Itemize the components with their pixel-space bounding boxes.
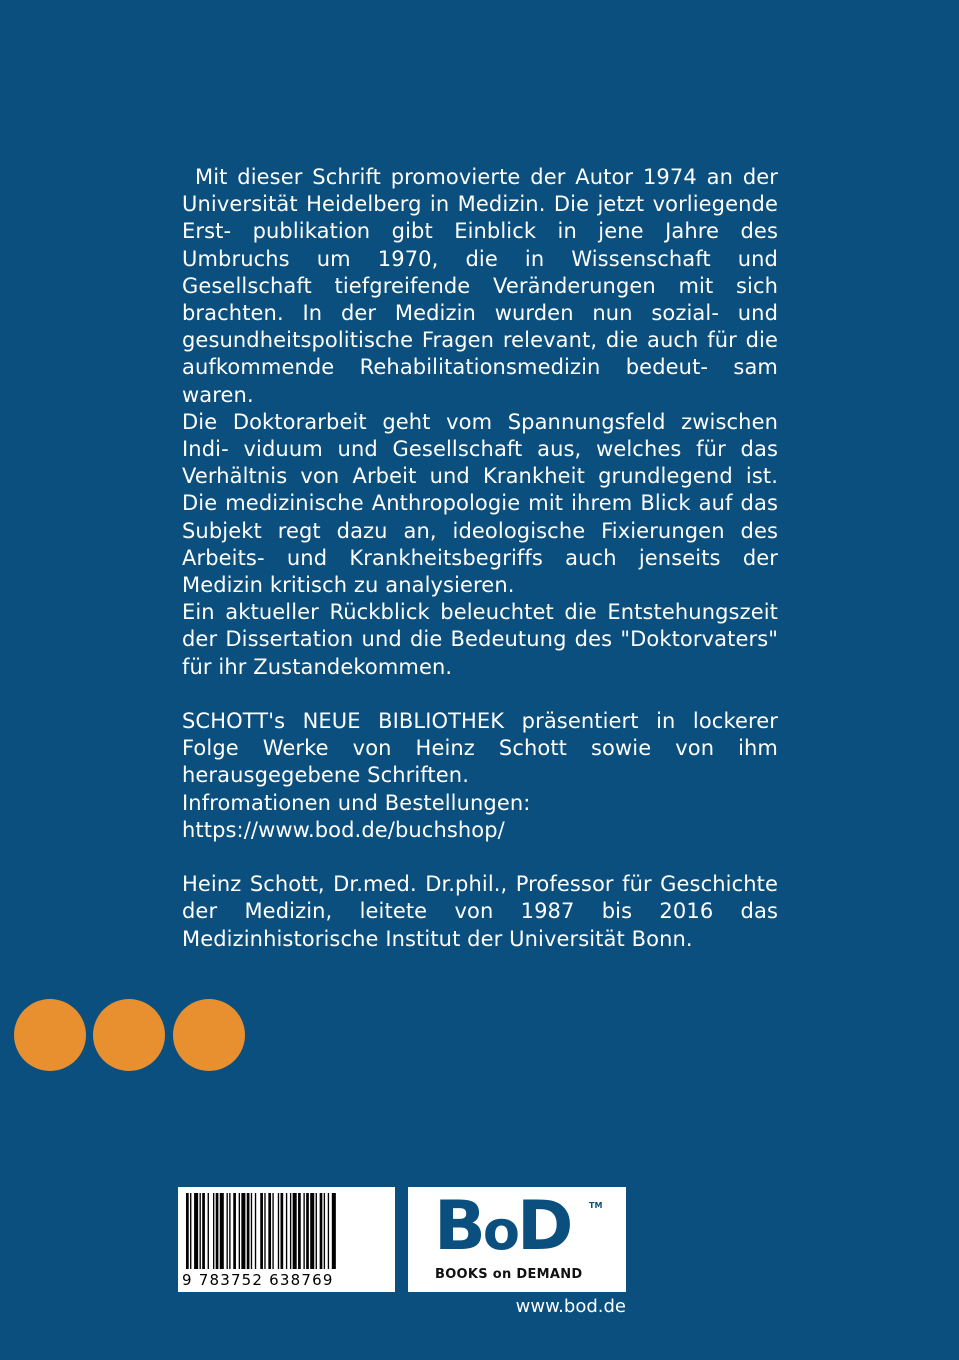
- line: Medizin, leitete von 1987 bis 2016 das Medizinhistorische: [182, 899, 778, 951]
- line: Die Doktorarbeit geht vom Spannungsfeld zwischen Indi-: [182, 409, 778, 462]
- line: auch für die aufkommende Rehabilitationsmedizin bedeut-: [182, 328, 778, 380]
- barcode-bar: [220, 1193, 224, 1269]
- bod-logo-box: [408, 1187, 626, 1292]
- line: Ein aktueller Rückblick beleuchtet die Entstehungszeit der: [182, 600, 778, 652]
- barcode-bar: [320, 1193, 323, 1269]
- bod-logo-o: o: [482, 1199, 517, 1262]
- paragraph-dissertation-intro: [182, 164, 778, 409]
- barcode-bar: [251, 1193, 252, 1269]
- line: Arbeit und Krankheit grundlegend ist. Die medizinische: [182, 464, 778, 516]
- barcode-bar: [194, 1193, 198, 1269]
- barcode-bar: [216, 1193, 219, 1269]
- barcode-bar: [255, 1193, 256, 1269]
- line: Mit dieser Schrift promovierte der Autor 1974 an der: [195, 165, 778, 189]
- barcode-bar: [202, 1193, 205, 1269]
- barcode-bar: [200, 1193, 201, 1269]
- bod-logo: [434, 1187, 571, 1267]
- barcode-bar: [324, 1193, 325, 1269]
- trademark-mark: TM: [589, 1201, 603, 1210]
- barcode-bar: [306, 1193, 309, 1269]
- barcode-bar: [186, 1193, 189, 1269]
- barcode-bar: [286, 1193, 287, 1269]
- barcode-bar: [328, 1193, 329, 1269]
- barcode-bar: [268, 1193, 271, 1269]
- barcode-bar: [281, 1193, 284, 1269]
- barcode-bar: [316, 1193, 317, 1269]
- line: 1970, die in Wissenschaft und Gesellschaft tiefgreifende: [182, 246, 778, 298]
- orange-dot: [93, 999, 165, 1071]
- paragraph-author-bio: [182, 871, 778, 953]
- barcode-bar: [278, 1193, 279, 1269]
- line: ideologische Fixierungen des Arbeits- und Krankheitsbegriffs: [182, 518, 778, 570]
- line: Veränderungen mit sich brachten. In der Medizin wurden: [182, 273, 779, 326]
- line: SCHOTT's NEUE BIBLIOTHEK präsentiert in lockerer Folge: [182, 709, 778, 761]
- barcode-bar: [241, 1193, 245, 1269]
- barcode-bar: [260, 1193, 263, 1269]
- bod-logo-b: B: [434, 1187, 483, 1266]
- barcode-bar: [227, 1193, 228, 1269]
- barcode-bar: [290, 1193, 291, 1269]
- line: Heinz Schott, Dr.med. Dr.phil., Professor für Geschichte der: [182, 872, 778, 924]
- barcode-bar: [190, 1193, 191, 1269]
- line: sam waren.: [182, 355, 778, 407]
- barcode-bar: [303, 1193, 304, 1269]
- barcode-bar: [229, 1193, 230, 1269]
- paragraph-ordering-info: [182, 790, 778, 844]
- paragraph-series: [182, 708, 778, 790]
- ordering-label: Infromationen und Bestellungen:: [182, 790, 531, 815]
- line: Zustandekommen.: [253, 654, 453, 679]
- isbn-barcode: [178, 1187, 395, 1292]
- line: Werke von Heinz Schott sowie von ihm herausgegebene: [182, 736, 778, 788]
- barcode-bar: [298, 1193, 301, 1269]
- barcode-bar: [247, 1193, 250, 1269]
- bod-subtitle: BOOKS on DEMAND: [435, 1267, 583, 1282]
- line: publikation gibt Einblick in jene Jahre des Umbruchs um: [182, 219, 778, 271]
- line: Institut der Universität Bonn.: [385, 926, 693, 951]
- barcode-bar: [264, 1193, 265, 1269]
- paragraph-dissertation-topic: [182, 409, 778, 599]
- barcode-bar: [208, 1193, 209, 1269]
- back-cover-blurb: [182, 164, 778, 953]
- line: viduum und Gesellschaft aus, welches für das Verhältnis von: [182, 437, 778, 489]
- barcode-bar: [213, 1193, 214, 1269]
- publisher-url: www.bod.de: [515, 1296, 626, 1317]
- orange-dot: [14, 999, 86, 1071]
- line: auch jenseits der Medizin kritisch zu analysieren.: [182, 545, 778, 598]
- orange-dot: [173, 999, 245, 1071]
- barcode-bar: [310, 1193, 314, 1269]
- bod-logo-d: D: [516, 1187, 571, 1266]
- barcode-bar: [332, 1193, 336, 1269]
- line: nun sozial- und gesundheitspolitische Fragen relevant, die: [182, 301, 779, 353]
- barcode-bar: [293, 1193, 297, 1269]
- shop-url: https://www.bod.de/buchshop/: [182, 817, 505, 842]
- line: Schriften.: [367, 763, 469, 788]
- isbn-digits: 9 783752 638769: [182, 1271, 334, 1289]
- barcode-bar: [239, 1193, 240, 1269]
- line: Universität Heidelberg in Medizin. Die jetzt vorliegende Erst-: [182, 192, 778, 244]
- line: Dissertation und die Bedeutung des "Doktorvaters" für ihr: [182, 627, 778, 679]
- paragraph-retrospective: [182, 599, 778, 681]
- barcode-bar: [233, 1193, 236, 1269]
- line: Anthropologie mit ihrem Blick auf das Subjekt regt dazu an,: [182, 491, 778, 543]
- barcode-bar: [272, 1193, 273, 1269]
